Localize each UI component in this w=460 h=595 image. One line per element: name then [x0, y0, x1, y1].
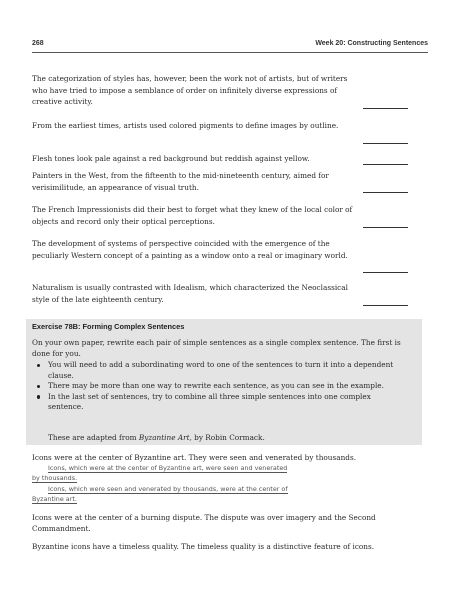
source-prefix: These are adapted from: [48, 433, 139, 442]
exercise-intro: On your own paper, rewrite each pair of simple sentences as a single complex sentence. The first is done for you.: [32, 338, 401, 358]
bullet-icon: [37, 385, 40, 388]
chapter-title: Week 20: Constructing Sentences: [315, 40, 428, 47]
sentence-item: Naturalism is usually contrasted with Idealism, which characterized the Neoclassical style of the late eighteenth century.: [32, 283, 348, 304]
bullet-icon: [37, 395, 40, 398]
sentence-item: Painters in the West, from the fifteenth to the mid-nineteenth century, aimed for verisimilitude, an appearance of visual truth.: [32, 171, 329, 192]
instruction-list: [32, 360, 404, 413]
answer-blank[interactable]: [363, 272, 408, 273]
exercise-title: Exercise 78B: Forming Complex Sentences: [32, 322, 185, 331]
instruction-text: In the last set of sentences, try to combine all three simple sentences into one complex sentence.: [48, 391, 371, 412]
bullet-icon: [37, 364, 40, 367]
sample-answer-continued: [32, 494, 372, 504]
instruction-item: [32, 381, 404, 392]
sample-answer: [48, 484, 388, 494]
source-suffix: by Robin Cormack.: [191, 433, 265, 442]
sentence-item: The categorization of styles has, however, been the work not of artists, but of writers who have tried to impose a semblance of order on infinitely diverse expressions of creative activity.: [32, 74, 348, 107]
answer-blank[interactable]: [363, 164, 408, 165]
answer-line: Icons, which were at the center of Byzantine art, were seen and venerated: [48, 464, 288, 472]
question-text: Icons were at the center of Byzantine art. They were seen and venerated by thousands.: [32, 453, 357, 462]
instruction-text: There may be more than one way to rewrite each sentence, as you can see in the example.: [48, 381, 384, 391]
answer-blank[interactable]: [363, 108, 408, 109]
question-text: Byzantine icons have a timeless quality. The timeless quality is a distinctive feature of icons.: [32, 542, 375, 551]
page-number: 268: [32, 40, 44, 47]
sample-answer: [48, 463, 388, 473]
answer-line: by thousands.: [32, 474, 78, 482]
sample-answer-continued: [32, 473, 372, 483]
source-credit: [48, 432, 265, 443]
question-text: Icons were at the center of a burning dispute. The dispute was over imagery and the Second Commandment.: [32, 513, 376, 533]
source-book-title: Byzantine Art,: [138, 433, 192, 442]
instruction-item: [32, 360, 404, 381]
answer-line: Byzantine art.: [32, 495, 77, 503]
header-rule: [32, 52, 428, 53]
answer-blank[interactable]: [363, 192, 408, 193]
sentence-item: The French Impressionists did their best to forget what they knew of the local color of objects and record only their optical perceptions.: [32, 205, 353, 226]
answer-line: Icons, which were seen and venerated by thousands, were at the center of: [48, 485, 288, 493]
instruction-item: [32, 392, 404, 413]
answer-blank[interactable]: [363, 143, 408, 144]
sentence-item: Flesh tones look pale against a red background but reddish against yellow.: [32, 154, 310, 163]
answer-blank[interactable]: [363, 305, 408, 306]
sentence-item: The development of systems of perspective coincided with the emergence of the peculiarly Western concept of a painting as a window onto a real or imaginary world.: [32, 239, 348, 260]
answer-blank[interactable]: [363, 227, 408, 228]
sentence-item: From the earliest times, artists used colored pigments to define images by outline.: [32, 121, 339, 130]
instruction-text: You will need to add a subordinating word to one of the sentences to turn it into a dependent clause.: [48, 360, 394, 380]
page-header: [32, 38, 428, 52]
